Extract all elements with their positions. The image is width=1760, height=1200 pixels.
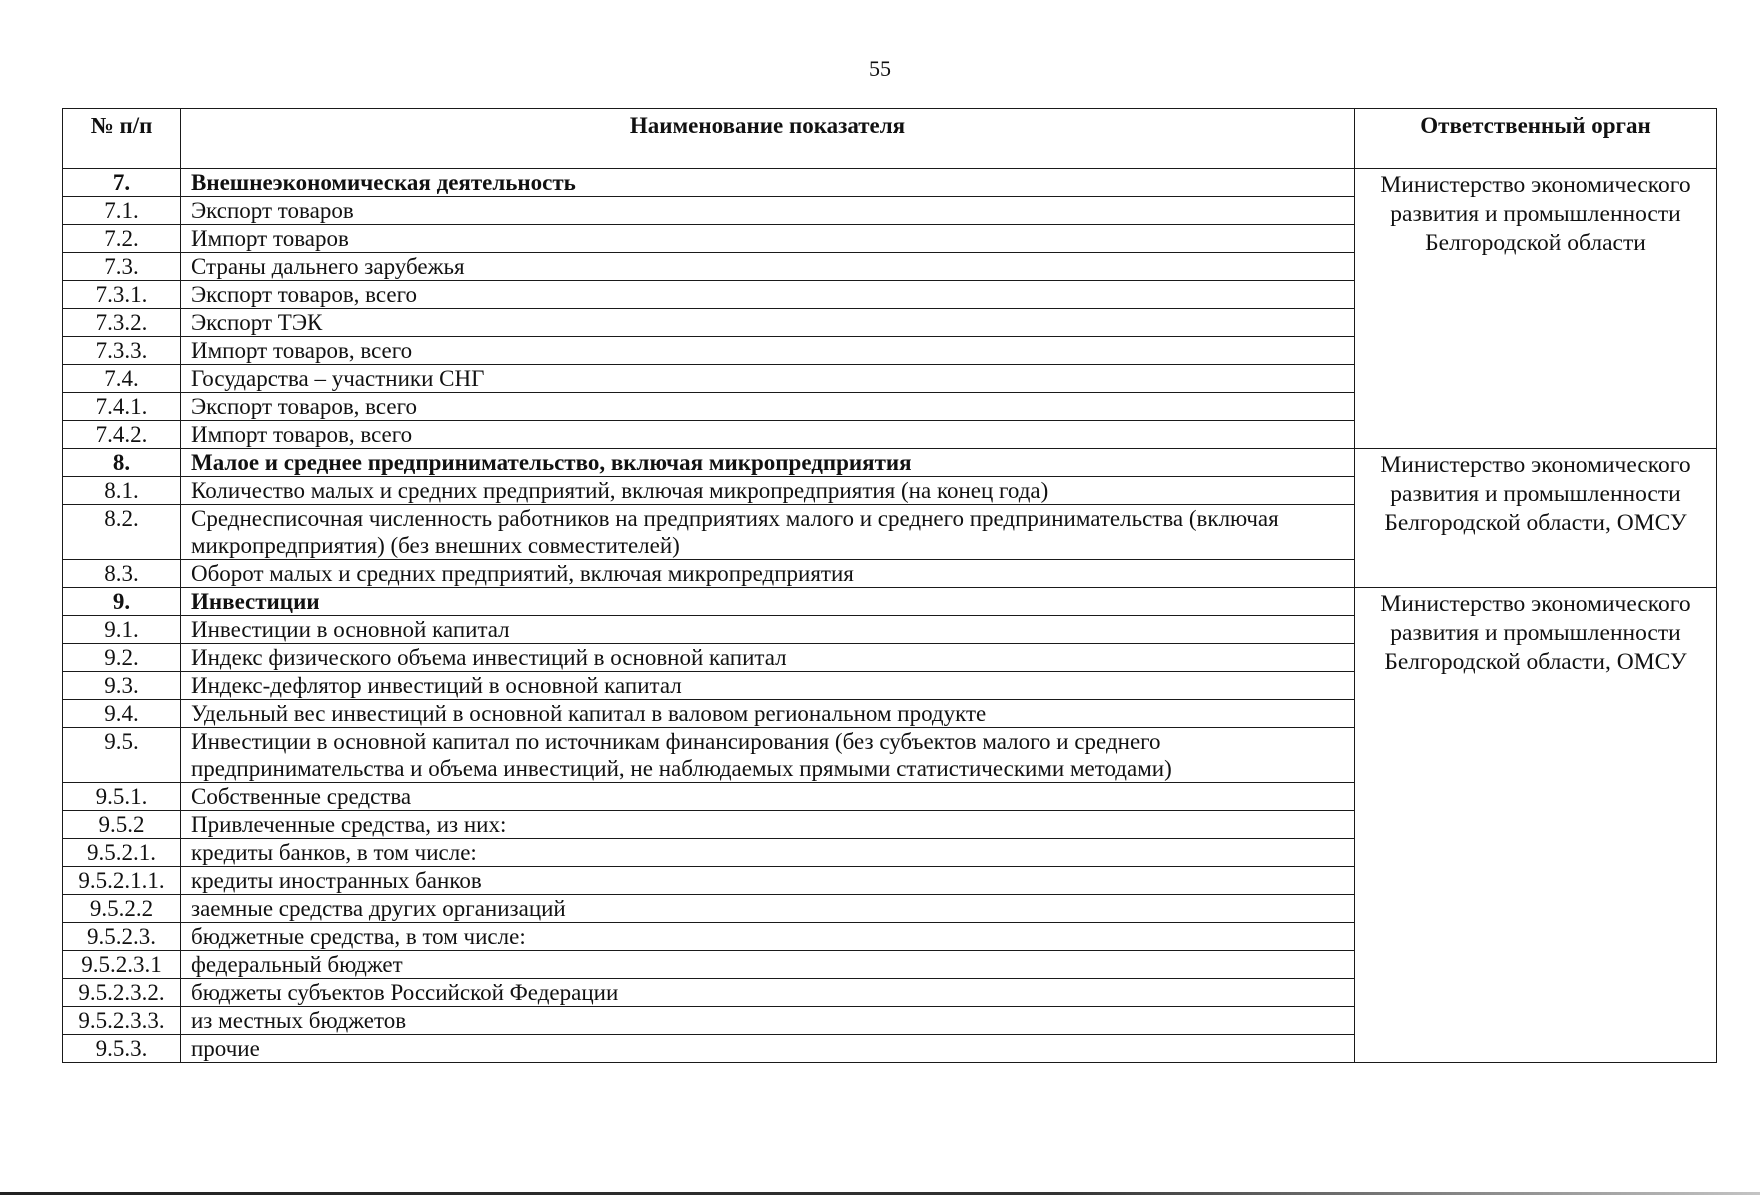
indicator-name: Малое и среднее предпринимательство, включая микропредприятия xyxy=(181,449,1355,477)
indicator-name: Экспорт товаров xyxy=(181,197,1355,225)
row-number: 7.1. xyxy=(63,197,181,225)
row-number: 7.4.1. xyxy=(63,393,181,421)
row-number: 9.5.2.3.1 xyxy=(63,951,181,979)
indicator-name: из местных бюджетов xyxy=(181,1007,1355,1035)
table-header-row xyxy=(63,109,1717,169)
row-number: 9.5.2.1. xyxy=(63,839,181,867)
indicator-name: Среднесписочная численность работников на предприятиях малого и среднего предпринимательства (включая микропредприятия) (без внешних совместителей) xyxy=(181,505,1355,560)
header-name: Наименование показателя xyxy=(181,109,1355,169)
indicator-name: Импорт товаров, всего xyxy=(181,421,1355,449)
header-num: № п/п xyxy=(63,109,181,169)
row-number: 9.5.2.3.3. xyxy=(63,1007,181,1035)
row-number: 9.5.1. xyxy=(63,783,181,811)
row-number: 9.1. xyxy=(63,616,181,644)
row-number: 7.2. xyxy=(63,225,181,253)
responsible-body xyxy=(1355,588,1717,1063)
row-number: 7.4.2. xyxy=(63,421,181,449)
indicator-name: Импорт товаров xyxy=(181,225,1355,253)
responsible-body-text: Министерство экономического развития и промышленности Белгородской области, ОМСУ xyxy=(1380,591,1691,675)
row-number: 9.5.2.2 xyxy=(63,895,181,923)
bottom-rule xyxy=(0,1192,1760,1195)
row-number: 9.2. xyxy=(63,644,181,672)
indicator-name: Инвестиции в основной капитал по источникам финансирования (без субъектов малого и среднего предпринимательства и объема инвестиций, не наблюдаемых прямыми статистическими методами) xyxy=(181,728,1355,783)
indicator-name: Удельный вес инвестиций в основной капитал в валовом региональном продукте xyxy=(181,700,1355,728)
indicator-name: Собственные средства xyxy=(181,783,1355,811)
row-number: 9.5.2.3.2. xyxy=(63,979,181,1007)
row-number: 9.5.2 xyxy=(63,811,181,839)
row-number: 7.3.1. xyxy=(63,281,181,309)
indicator-name: Индекс-дефлятор инвестиций в основной капитал xyxy=(181,672,1355,700)
row-number: 8. xyxy=(63,449,181,477)
row-number: 8.1. xyxy=(63,477,181,505)
section-row xyxy=(63,169,1717,197)
indicator-name: Привлеченные средства, из них: xyxy=(181,811,1355,839)
header-responsible: Ответственный орган xyxy=(1355,109,1717,169)
indicator-name: Оборот малых и средних предприятий, включая микропредприятия xyxy=(181,560,1355,588)
indicator-name: Количество малых и средних предприятий, включая микропредприятия (на конец года) xyxy=(181,477,1355,505)
indicator-name: Инвестиции xyxy=(181,588,1355,616)
indicator-name: кредиты иностранных банков xyxy=(181,867,1355,895)
row-number: 9.3. xyxy=(63,672,181,700)
indicator-name: Страны дальнего зарубежья xyxy=(181,253,1355,281)
indicator-name: Внешнеэкономическая деятельность xyxy=(181,169,1355,197)
indicator-name: Государства – участники СНГ xyxy=(181,365,1355,393)
row-number: 9.5.3. xyxy=(63,1035,181,1063)
responsible-body-text: Министерство экономического развития и промышленности Белгородской области, ОМСУ xyxy=(1380,452,1691,536)
indicator-name: бюджетные средства, в том числе: xyxy=(181,923,1355,951)
row-number: 9.5. xyxy=(63,728,181,783)
row-number: 8.3. xyxy=(63,560,181,588)
row-number: 9. xyxy=(63,588,181,616)
responsible-body-text: Министерство экономического развития и промышленности Белгородской области xyxy=(1380,172,1691,256)
indicator-name: Импорт товаров, всего xyxy=(181,337,1355,365)
indicator-name: прочие xyxy=(181,1035,1355,1063)
indicator-name: Экспорт ТЭК xyxy=(181,309,1355,337)
row-number: 9.5.2.3. xyxy=(63,923,181,951)
section-row xyxy=(63,449,1717,477)
row-number: 7.3. xyxy=(63,253,181,281)
indicator-name: Экспорт товаров, всего xyxy=(181,393,1355,421)
row-number: 9.4. xyxy=(63,700,181,728)
table-body xyxy=(63,169,1717,1063)
section-row xyxy=(63,588,1717,616)
row-number: 7.3.2. xyxy=(63,309,181,337)
indicator-name: федеральный бюджет xyxy=(181,951,1355,979)
indicator-name: заемные средства других организаций xyxy=(181,895,1355,923)
row-number: 7. xyxy=(63,169,181,197)
row-number: 9.5.2.1.1. xyxy=(63,867,181,895)
indicator-name: бюджеты субъектов Российской Федерации xyxy=(181,979,1355,1007)
responsible-body xyxy=(1355,449,1717,588)
responsible-body xyxy=(1355,169,1717,449)
page-number: 55 xyxy=(869,56,891,81)
indicator-name: Индекс физического объема инвестиций в основной капитал xyxy=(181,644,1355,672)
row-number: 7.3.3. xyxy=(63,337,181,365)
indicator-name: кредиты банков, в том числе: xyxy=(181,839,1355,867)
indicators-table xyxy=(62,108,1717,1063)
indicator-name: Инвестиции в основной капитал xyxy=(181,616,1355,644)
indicator-name: Экспорт товаров, всего xyxy=(181,281,1355,309)
row-number: 7.4. xyxy=(63,365,181,393)
row-number: 8.2. xyxy=(63,505,181,560)
